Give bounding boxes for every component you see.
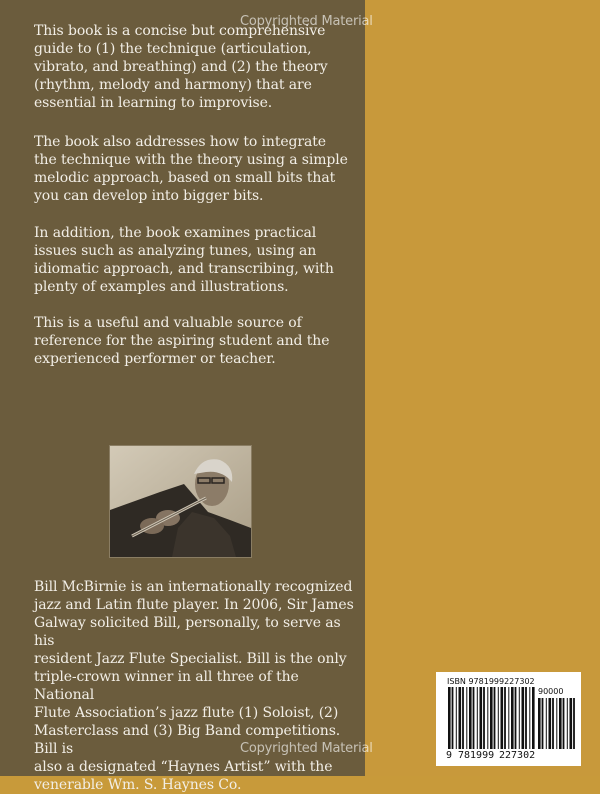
barcode-stripe — [529, 687, 530, 749]
barcode-stripe — [487, 687, 488, 749]
barcode-stripe — [549, 698, 552, 749]
cover-spine-panel — [365, 0, 600, 776]
barcode-stripe — [542, 698, 544, 749]
barcode-digits-left: 781999 — [458, 750, 495, 761]
barcode-stripe — [515, 687, 517, 749]
isbn-barcode — [436, 672, 581, 766]
barcode-stripe — [570, 698, 573, 749]
description-paragraph: In addition, the book examines practical issues such as analyzing tunes, using an idiomatic approach, and transcribing, with plenty of examples and illustrations. — [34, 225, 334, 295]
isbn-label: ISBN 9781999227302 — [447, 677, 535, 686]
barcode-stripe — [525, 687, 527, 749]
barcode-stripe — [559, 698, 562, 749]
author-photo-image — [110, 446, 251, 557]
barcode-digits-right: 227302 — [499, 750, 536, 761]
barcode-stripe — [508, 687, 509, 749]
barcode-stripe — [498, 687, 499, 749]
barcode-stripe — [567, 698, 568, 749]
barcode-stripe — [452, 687, 454, 749]
barcode-stripe — [494, 687, 496, 749]
author-bio: Bill McBirnie is an internationally recognized jazz and Latin flute player. In 2006, Sir James Galway solicited Bill, personally, to serve as his resident Jazz Flute Specialist. Bill is the only triple-crown winner in all three of the National Flute Association’s jazz flute (1) Soloist, (2) Masterclass and (3) Big Band competitions. Bill is also a designated “Haynes Artist” with the venerable Wm. S. Haynes Co. — [34, 579, 354, 793]
barcode-stripe — [466, 687, 467, 749]
barcode-stripe — [473, 687, 475, 749]
author-photo — [109, 445, 252, 558]
barcode-stripe — [448, 687, 451, 749]
copyright-watermark-top: Copyrighted Material — [240, 14, 373, 29]
barcode-stripe — [501, 687, 504, 749]
barcode-stripe — [532, 687, 535, 749]
barcode-stripe — [563, 698, 565, 749]
barcode-stripe — [504, 687, 506, 749]
barcode-stripe — [462, 687, 464, 749]
barcode-stripe — [480, 687, 483, 749]
barcode-stripe — [519, 687, 520, 749]
barcode-stripe — [522, 687, 525, 749]
barcode-stripe — [552, 698, 554, 749]
barcode-stripe — [573, 698, 575, 749]
barcode-stripe — [483, 687, 485, 749]
description-paragraph: This is a useful and valuable source of reference for the aspiring student and the experienced performer or teacher. — [34, 315, 330, 367]
barcode-stripe — [459, 687, 462, 749]
barcode-stripe — [490, 687, 493, 749]
barcode-stripe — [538, 698, 541, 749]
copyright-watermark-bottom: Copyrighted Material — [240, 741, 373, 756]
barcode-stripe — [511, 687, 514, 749]
barcode-stripe — [456, 687, 457, 749]
description-paragraph: The book also addresses how to integrate the technique with the theory using a simple melodic approach, based on small bits that you can develop into bigger bits. — [34, 134, 348, 204]
barcode-stripe — [469, 687, 472, 749]
barcode-stripe — [546, 698, 547, 749]
barcode-stripe — [477, 687, 478, 749]
description-paragraph: This book is a concise but comprehensive guide to (1) the technique (articulation, vibrato, and breathing) and (2) the theory (rhythm, melody and harmony) that are essential in learning to improvise. — [34, 23, 328, 111]
price-code: 90000 — [538, 687, 564, 696]
barcode-lead-digit: 9 — [446, 750, 453, 761]
barcode-stripe — [556, 698, 557, 749]
